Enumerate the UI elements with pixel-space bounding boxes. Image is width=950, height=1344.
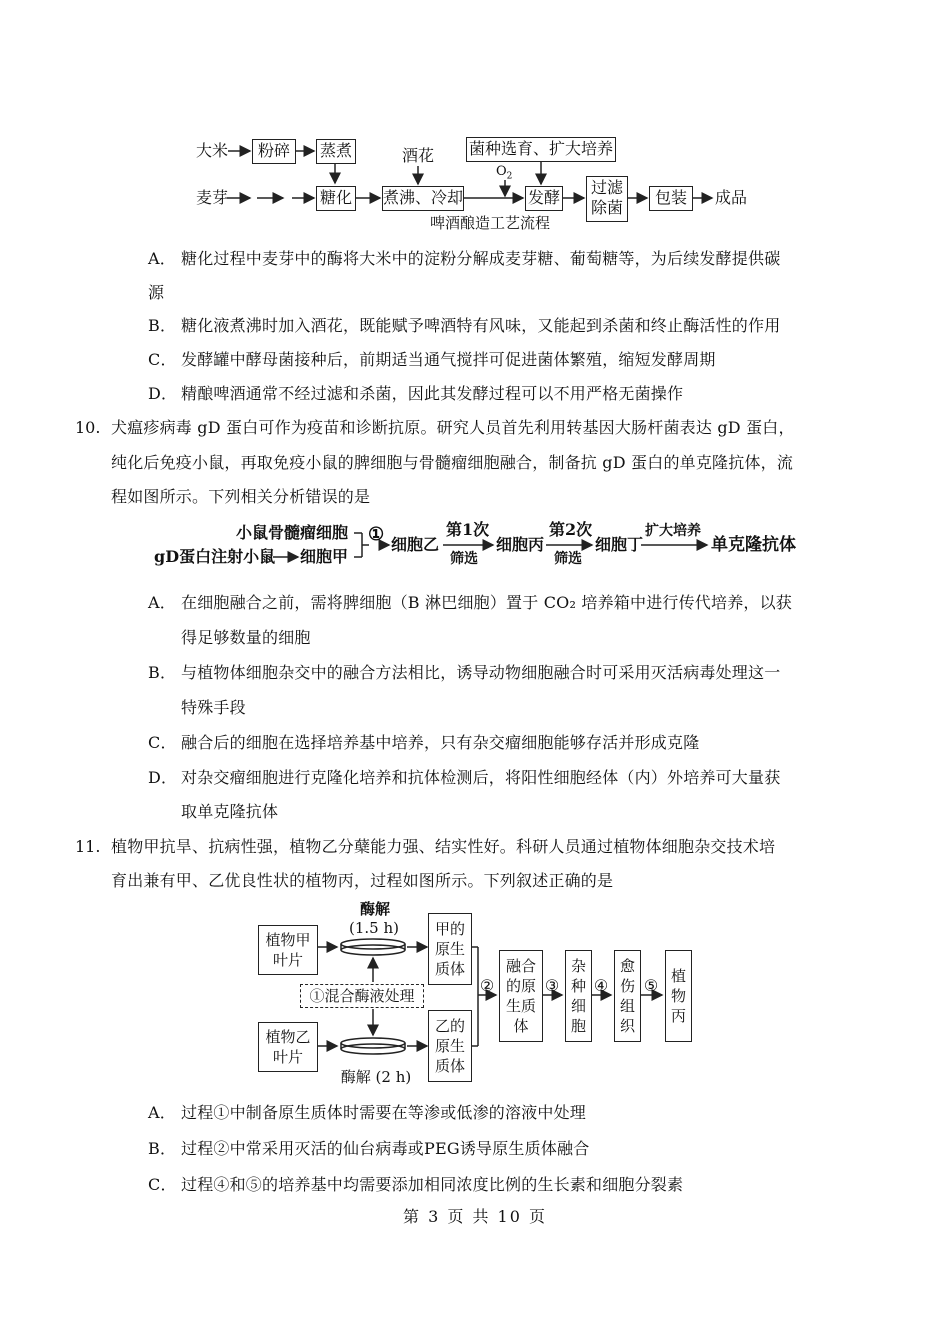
q10-option-c-label: C． <box>148 733 177 752</box>
q10-option-a-line2: 得足够数量的细胞 <box>181 628 311 647</box>
plant-b-line1: 植物乙 <box>265 1028 311 1046</box>
plant-b-line2: 叶片 <box>272 1048 303 1066</box>
screen1-label: 筛选 <box>450 551 478 567</box>
plant-c-line2: 物 <box>670 987 686 1005</box>
callus-box <box>614 950 641 1042</box>
hops-label: 酒花 <box>402 146 435 165</box>
q10-stem-line3: 程如图所示。下列相关分析错误的是 <box>111 487 371 506</box>
o2-sub: 2 <box>506 171 513 182</box>
step4-label: ④ <box>593 976 609 995</box>
q11-option-a-line1: 过程①中制备原生质体时需要在等渗或低渗的溶液中处理 <box>181 1103 587 1122</box>
plant-c-line1: 植 <box>670 967 686 985</box>
q11-option-c-label: C． <box>148 1175 177 1194</box>
product-label: 成品 <box>715 188 748 207</box>
proto-a-box <box>428 913 472 985</box>
q11-option-b-line1: 过程②中常采用灭活的仙台病毒或PEG诱导原生质体融合 <box>181 1139 590 1158</box>
callus-line4: 织 <box>619 1017 635 1035</box>
screen2-label: 筛选 <box>554 551 582 567</box>
plant-c-box <box>665 950 692 1042</box>
step1-label: ① <box>368 524 385 545</box>
malt-label: 麦芽 <box>196 188 229 207</box>
package-box: 包装 <box>649 186 693 211</box>
enzyme-bottom-label: 酶解 (2 h) <box>340 1068 412 1086</box>
q11-number: 11. <box>75 837 101 856</box>
enzyme-top-label: 酶解 <box>359 900 390 918</box>
q10-option-b-line1: 与植物体细胞杂交中的融合方法相比，诱导动物细胞融合时可采用灭活病毒处理这一 <box>181 663 781 682</box>
step3-label: ③ <box>544 976 560 995</box>
q10-number: 10. <box>75 418 101 437</box>
q11-stem-line2: 育出兼有甲、乙优良性状的植物丙，过程如图所示。下列叙述正确的是 <box>111 871 614 890</box>
fused-proto-box <box>499 950 543 1042</box>
step2-label: ② <box>479 976 495 995</box>
proto-a-line3: 质体 <box>434 960 465 978</box>
proto-b-line1: 乙的 <box>434 1017 465 1035</box>
q11-option-b-label: B． <box>148 1139 177 1158</box>
fused-line2: 的原 <box>505 977 536 995</box>
hybrid-line4: 胞 <box>570 1017 586 1035</box>
q9-option-d-label: D． <box>148 384 178 403</box>
crush-box: 粉碎 <box>252 139 296 164</box>
cell-a-label: 细胞甲 <box>300 547 349 566</box>
plant-b-leaf-box <box>258 1022 318 1072</box>
q10-option-d-label: D． <box>148 768 178 787</box>
cell-b-label: 细胞乙 <box>391 535 440 554</box>
callus-line2: 伤 <box>619 977 635 995</box>
q10-option-a-label: A． <box>148 593 176 612</box>
step5-label: ⑤ <box>643 976 659 995</box>
filter-box: 过滤除菌 <box>586 176 628 222</box>
fused-line3: 生质 <box>505 997 536 1015</box>
hybrid-line3: 细 <box>570 997 586 1015</box>
q9-option-a-line1: 糖化过程中麦芽中的酶将大米中的淀粉分解成麦芽糖、葡萄糖等，为后续发酵提供碳 <box>181 249 781 268</box>
page-footer: 第 3 页 共 10 页 <box>403 1207 547 1226</box>
expand-label: 扩大培养 <box>645 523 701 539</box>
rice-label: 大米 <box>196 141 229 160</box>
second-screen-label: 第2次 <box>549 520 593 539</box>
inject-label: gD蛋白注射小鼠 <box>154 547 276 566</box>
q11-stem-line1: 植物甲抗旱、抗病性强，植物乙分蘖能力强、结实性好。科研人员通过植物体细胞杂交技术培 <box>111 837 776 856</box>
proto-a-line2: 原生 <box>434 940 465 958</box>
mix-enzyme-box: ①混合酶液处理 <box>300 984 424 1008</box>
plant-a-leaf-box <box>258 925 318 975</box>
plant-a-line2: 叶片 <box>272 951 303 969</box>
q10-stem-line1: 犬瘟疹病毒 gD 蛋白可作为疫苗和诊断抗原。研究人员首先利用转基因大肠杆菌表达 gD 蛋白， <box>111 418 795 437</box>
cell-d-label: 细胞丁 <box>595 535 644 554</box>
callus-line1: 愈 <box>619 957 635 975</box>
proto-b-line2: 原生 <box>434 1037 465 1055</box>
q9-option-a-line2: 源 <box>148 283 165 302</box>
q9-option-b-label: B． <box>148 316 177 335</box>
steam-box: 蒸煮 <box>316 139 356 164</box>
proto-b-box <box>428 1010 472 1082</box>
fused-line1: 融合 <box>505 957 536 975</box>
q9-option-c-label: C． <box>148 350 177 369</box>
strain-box: 菌种选育、扩大培养 <box>466 137 616 162</box>
fused-line4: 体 <box>513 1017 529 1035</box>
mab-label: 单克隆抗体 <box>711 535 796 555</box>
hybrid-line1: 杂 <box>570 957 586 975</box>
cell-c-label: 细胞丙 <box>496 535 545 554</box>
q10-option-d-line2: 取单克隆抗体 <box>181 802 279 821</box>
boil-cool-box: 煮沸、冷却 <box>382 186 464 211</box>
saccharify-box: 糖化 <box>316 186 356 211</box>
plant-c-line3: 丙 <box>670 1007 686 1025</box>
hybrid-line2: 种 <box>570 977 586 995</box>
q10-option-b-line2: 特殊手段 <box>181 698 246 717</box>
ferment-box: 发酵 <box>525 186 563 211</box>
enzyme-top-time: (1.5 h) <box>349 919 399 937</box>
q10-option-d-line1: 对杂交瘤细胞进行克隆化培养和抗体检测后，将阳性细胞经体（内）外培养可大量获 <box>181 768 781 787</box>
beer-caption: 啤酒酿造工艺流程 <box>430 214 551 232</box>
proto-b-line3: 质体 <box>434 1057 465 1075</box>
proto-a-line1: 甲的 <box>434 920 465 938</box>
callus-line3: 组 <box>619 997 635 1015</box>
q10-option-a-line1: 在细胞融合之前，需将脾细胞（B 淋巴细胞）置于 CO₂ 培养箱中进行传代培养，以获 <box>181 593 792 612</box>
q9-option-b-line1: 糖化液煮沸时加入酒花，既能赋予啤酒特有风味，又能起到杀菌和终止酶活性的作用 <box>181 316 781 335</box>
o2-text: O <box>496 164 507 179</box>
q9-option-c-line1: 发酵罐中酵母菌接种后，前期适当通气搅拌可促进菌体繁殖，缩短发酵周期 <box>181 350 716 369</box>
q10-option-c-line1: 融合后的细胞在选择培养基中培养，只有杂交瘤细胞能够存活并形成克隆 <box>181 733 700 752</box>
q11-option-c-line1: 过程④和⑤的培养基中均需要添加相同浓度比例的生长素和细胞分裂素 <box>181 1175 684 1194</box>
first-screen-label: 第1次 <box>446 520 490 539</box>
plant-a-line1: 植物甲 <box>265 931 311 949</box>
q10-stem-line2: 纯化后免疫小鼠，再取免疫小鼠的脾细胞与骨髓瘤细胞融合，制备抗 gD 蛋白的单克隆抗体，流 <box>111 453 794 472</box>
q9-option-a-label: A． <box>148 249 176 268</box>
q10-option-b-label: B． <box>148 663 177 682</box>
hybrid-cell-box <box>565 950 592 1042</box>
myeloma-label: 小鼠骨髓瘤细胞 <box>236 523 349 542</box>
q11-option-a-label: A． <box>148 1103 176 1122</box>
q9-option-d-line1: 精酿啤酒通常不经过滤和杀菌，因此其发酵过程可以不用严格无菌操作 <box>181 384 684 403</box>
